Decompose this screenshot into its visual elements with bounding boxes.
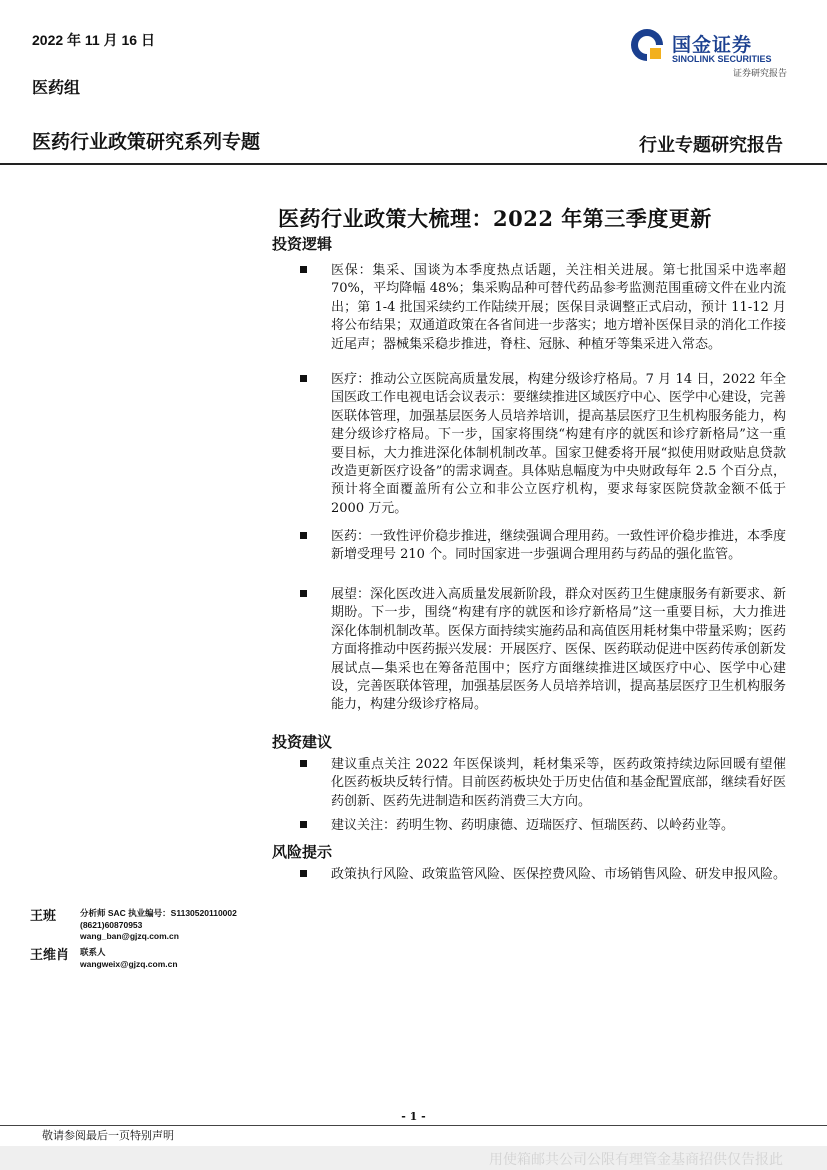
analyst-license: 分析师 SAC 执业编号：S1130520110002 xyxy=(80,908,237,918)
list-item-text: 政策执行风险、政策监管风险、医保控费风险、市场销售风险、研发申报风险。 xyxy=(331,867,787,882)
list-item-text: 展望：深化医改进入高质量发展新阶段，群众对医药卫生健康服务有新要求、新期盼。下一步，围绕“构建有序的就医和诊疗新格局”这一重要目标，大力推进深化体制机制改革。医保方面持续实施药品和高值医用耗材集中带量采购；医药方面将推动中医药振兴发展：开展医疗、医保、医药联动促进中医药传承创新发展试点—集采也在筹备范围中；医疗方面继续推进区域医疗中心、医学中心建设，完善医联体管理，加强基层医务人员培养培训，提高基层医疗卫生机构服务能力，构建分级诊疗格局。 xyxy=(331,587,787,713)
list-item-text: 建议关注：药明生物、药明康德、迈瑞医疗、恒瑞医药、以岭药业等。 xyxy=(331,818,735,833)
footer-disclaimer: 敬请参阅最后一页特别声明 xyxy=(42,1129,174,1142)
contact-email[interactable]: wangweix@gjzq.com.cn xyxy=(80,958,178,969)
contact-role: 联系人 xyxy=(80,947,106,957)
bullet-square-icon xyxy=(300,821,307,828)
analyst-info xyxy=(80,908,237,943)
analyst-phone: (8621)60870953 xyxy=(80,919,143,930)
series-title: 医药行业政策研究系列专题 xyxy=(32,131,261,153)
sinolink-logo-icon xyxy=(630,28,664,62)
bullet-square-icon xyxy=(300,870,307,877)
list-item-text: 医疗：推动公立医院高质量发展，构建分级诊疗格局。7 月 14 日，2022 年全国医政工作电视电话会议表示：要继续推进区域医疗中心、医学中心建设，完善医联体管理，加强基层医务人员培养培训，提高基层医疗卫生机构服务能力，构建分级诊疗格局。下一步，国家将围绕“构建有序的就医和诊疗新格局”这一重要目标，大力推进深化体制机制改革。国家卫健委将开展“拟使用财政贴息贷款改造更新医疗设备”的需求调查。具体贴息幅度为中央财政每年 2.5 个百分点，预计将全面覆盖所有公立和非公立医疗机构，要求每家医院贷款金额不低于 2000 万元。 xyxy=(331,372,787,516)
logo-en-text: SINOLINK SECURITIES xyxy=(672,54,772,64)
list-item-text: 建议重点关注 2022 年医保谈判，耗材集采等，医药政策持续边际回暖有望催化医药板块反转行情。目前医药板块处于历史估值和基金配置底部，继续看好医药创新、医药先进制造和医药消费三大方向。 xyxy=(331,757,787,809)
watermark-text: 用使箱邮共公司公限有理管金基商招供仅告报此 xyxy=(489,1152,783,1168)
list-item-text: 医保：集采、国谈为本季度热点话题，关注相关进展。第七批国采中选率超 70%，平均降幅 48%；集采购品种可替代药品参考监测范围重磅文件在业内流出；第 1-4 批国采续约工作陆续开展；医保目录调整正式启动，预计 11-12 月将公布结果；双通道政策在各省间进一步落实；地方增补医保目录的消化工作接近尾声；器械集采稳步推进，脊柱、冠脉、种植牙等集采进入常态。 xyxy=(331,263,787,352)
bullet-square-icon xyxy=(300,590,307,597)
bullet-square-icon xyxy=(300,266,307,273)
report-title: 医药行业政策大梳理：2022 年第三季度更新 xyxy=(278,206,712,231)
bullet-square-icon xyxy=(300,532,307,539)
bullet-square-icon xyxy=(300,760,307,767)
analyst-block xyxy=(30,905,56,924)
section-heading-advice: 投资建议 xyxy=(272,733,333,751)
footer-divider xyxy=(0,1125,827,1126)
report-date: 2022 年 11 月 16 日 xyxy=(32,32,155,48)
section-heading-risk: 风险提示 xyxy=(272,843,333,861)
analyst-email[interactable]: wang_ban@gjzq.com.cn xyxy=(80,931,179,941)
contact-name: 王维肖 xyxy=(30,948,70,963)
logo-subtitle: 证券研究报告 xyxy=(732,69,787,79)
analyst-name: 王班 xyxy=(30,909,57,924)
section-heading-logic: 投资逻辑 xyxy=(272,235,333,253)
list-item-text: 医药：一致性评价稳步推进，继续强调合理用药。一致性评价稳步推进，本季度新增受理号 210 个。同时国家进一步强调合理用药与药品的强化监管。 xyxy=(331,529,787,563)
contact-info xyxy=(80,947,178,970)
report-type: 行业专题研究报告 xyxy=(639,135,783,156)
bullet-square-icon xyxy=(300,375,307,382)
header-divider xyxy=(0,163,827,165)
logo-cn-text: 国金证券 xyxy=(672,34,753,56)
research-group: 医药组 xyxy=(32,78,81,97)
contact-block xyxy=(30,944,69,963)
page-number: - 1 - xyxy=(401,1110,426,1123)
